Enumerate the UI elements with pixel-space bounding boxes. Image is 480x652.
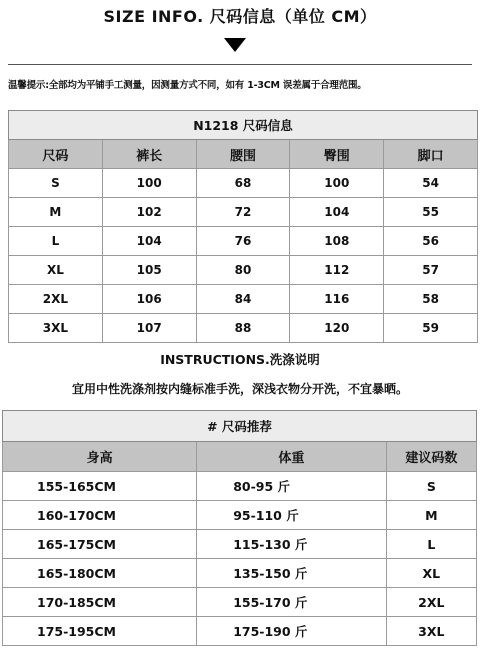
table-cell: 175-190 斤: [197, 617, 386, 646]
table-row: [3, 617, 477, 646]
table-cell: S: [9, 169, 103, 198]
table-cell: 165-180CM: [3, 559, 197, 588]
table-cell: L: [386, 530, 476, 559]
table-cell: 175-195CM: [3, 617, 197, 646]
table-cell: 55: [384, 198, 478, 227]
table-cell: 84: [196, 285, 290, 314]
table-row: [3, 501, 477, 530]
table-cell: M: [386, 501, 476, 530]
table-cell: S: [386, 472, 476, 501]
recommend-table-caption-row: [3, 411, 477, 442]
table-cell: 100: [290, 169, 384, 198]
table-cell: 112: [290, 256, 384, 285]
table-cell: 68: [196, 169, 290, 198]
header-height: 身高: [3, 442, 197, 472]
table-cell: 56: [384, 227, 478, 256]
table-cell: 58: [384, 285, 478, 314]
divider: [8, 64, 472, 65]
size-table-header-row: [9, 140, 478, 169]
table-row: [3, 588, 477, 617]
table-cell: 57: [384, 256, 478, 285]
table-cell: 54: [384, 169, 478, 198]
table-row: [3, 472, 477, 501]
size-table: [8, 110, 478, 343]
table-cell: 160-170CM: [3, 501, 197, 530]
table-cell: 72: [196, 198, 290, 227]
down-arrow-icon: [224, 38, 246, 52]
table-cell: 76: [196, 227, 290, 256]
size-table-caption: N1218 尺码信息: [9, 111, 478, 140]
header-length: 裤长: [102, 140, 196, 169]
table-cell: XL: [9, 256, 103, 285]
instructions-title: INSTRUCTIONS.洗涤说明: [160, 352, 320, 367]
table-row: [9, 256, 478, 285]
table-cell: 105: [102, 256, 196, 285]
table-row: [9, 285, 478, 314]
table-cell: 3XL: [386, 617, 476, 646]
header-leg-opening: 脚口: [384, 140, 478, 169]
recommend-table-header-row: [3, 442, 477, 472]
table-cell: 108: [290, 227, 384, 256]
table-cell: 80-95 斤: [197, 472, 386, 501]
recommend-table-caption: # 尺码推荐: [3, 411, 477, 442]
header-waist: 腰围: [196, 140, 290, 169]
table-row: [9, 198, 478, 227]
size-table-caption-row: [9, 111, 478, 140]
table-cell: 102: [102, 198, 196, 227]
table-row: [9, 169, 478, 198]
table-cell: 3XL: [9, 314, 103, 343]
table-row: [3, 559, 477, 588]
table-cell: 106: [102, 285, 196, 314]
table-cell: L: [9, 227, 103, 256]
table-row: [9, 227, 478, 256]
table-row: [3, 530, 477, 559]
instructions-text: 宜用中性洗涤剂按内缝标准手洗，深浅衣物分开洗，不宜暴晒。: [71, 382, 408, 396]
table-cell: 155-165CM: [3, 472, 197, 501]
header-weight: 体重: [197, 442, 386, 472]
table-cell: 120: [290, 314, 384, 343]
table-cell: 170-185CM: [3, 588, 197, 617]
table-cell: 107: [102, 314, 196, 343]
size-recommendation-table: [2, 410, 477, 646]
table-cell: 2XL: [9, 285, 103, 314]
table-cell: 116: [290, 285, 384, 314]
measurement-tip: 温馨提示:全部均为平铺手工测量，因测量方式不同，如有 1-3CM 误差属于合理范围。: [8, 80, 367, 91]
header-recommended-size: 建议码数: [386, 442, 476, 472]
table-cell: XL: [386, 559, 476, 588]
table-cell: 2XL: [386, 588, 476, 617]
table-cell: 59: [384, 314, 478, 343]
table-cell: M: [9, 198, 103, 227]
table-cell: 104: [102, 227, 196, 256]
page-title: SIZE INFO. 尺码信息（单位 CM）: [103, 7, 377, 26]
table-cell: 100: [102, 169, 196, 198]
table-cell: 115-130 斤: [197, 530, 386, 559]
table-cell: 95-110 斤: [197, 501, 386, 530]
table-cell: 88: [196, 314, 290, 343]
table-cell: 80: [196, 256, 290, 285]
table-cell: 155-170 斤: [197, 588, 386, 617]
table-cell: 104: [290, 198, 384, 227]
header-size: 尺码: [9, 140, 103, 169]
table-cell: 135-150 斤: [197, 559, 386, 588]
table-cell: 165-175CM: [3, 530, 197, 559]
table-row: [9, 314, 478, 343]
header-hip: 臀围: [290, 140, 384, 169]
